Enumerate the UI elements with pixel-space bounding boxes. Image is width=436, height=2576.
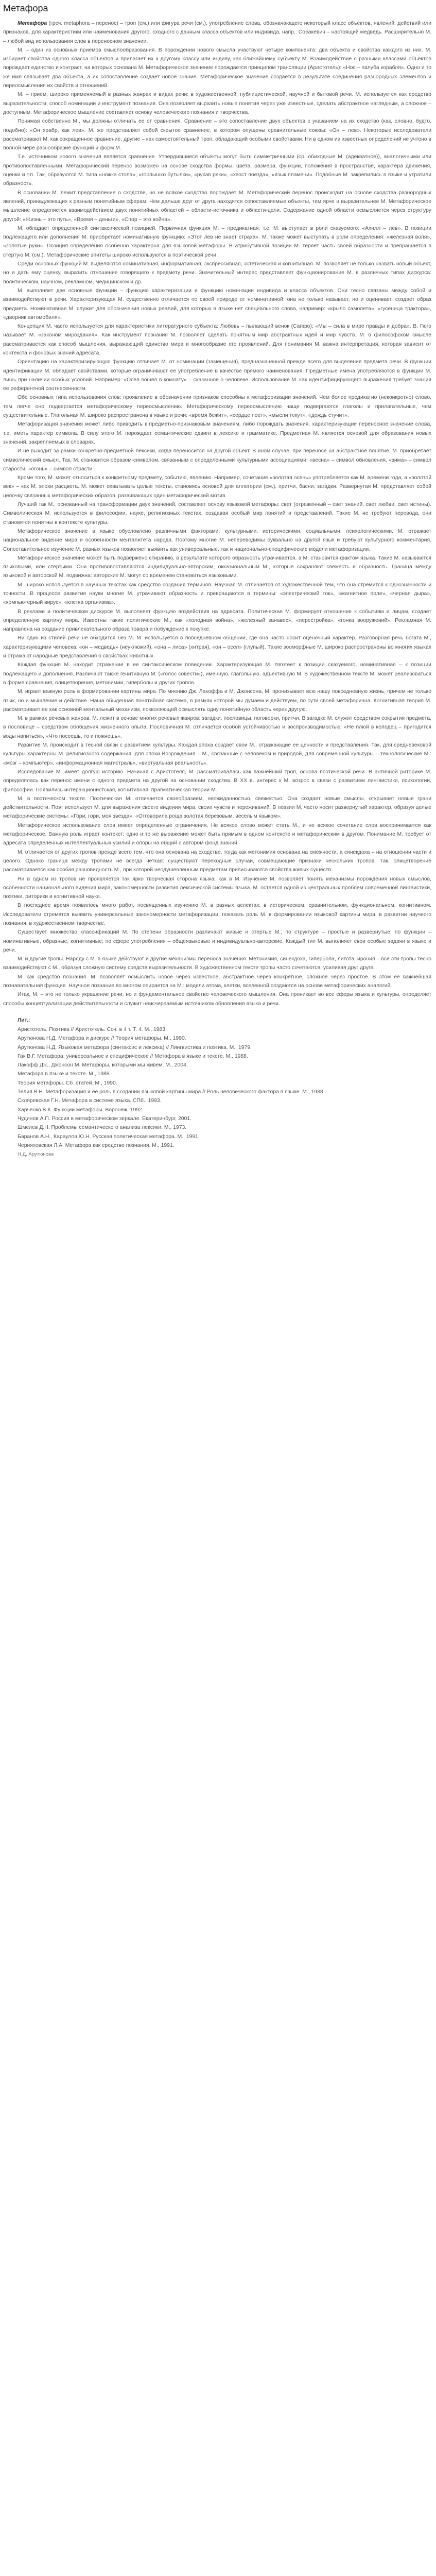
body-paragraph: Ни в одном из тропов не проявляется так ярко творческая сторона языка, как в М. Изучение М. позволяет понять механизмы порождения новых смыслов, особенности национального видения мира, закономерности развития лексической системы языка. М. остается одной из центральных проблем современной лингвистики, поэтики, риторики и когнитивной науки. <box>3 876 431 900</box>
body-paragraph: Понимая собственно М., мы должны отличать ее от сравнения. Сравнение – это сопоставление двух объектов с указанием на их сходство (как, словно, будто, подобно): «Он храбр, как лев». М. же представляет собой скрытое сравнение, в котором опущены сравнительные союзы: «Он – лев». Некоторые исследователи рассматривают М. как сокращенное сравнение, другие – как самостоятельный троп, обладающий особыми свойствами. Ни в одном из известных определений не учтено в полной мере разнообразие функций и форм М. <box>3 118 431 151</box>
reference-item: Лакофф Дж., Джонсон М. Метафоры, которыми мы живем. М., 2004. <box>18 1062 188 1069</box>
body-paragraph: Среди основных функций М. выделяются номинативная, информативная, экспрессивная, эстетическая и когнитивная. М. позволяет не только назвать новый объект, но и дать ему оценку, выразить отношение говорящего к предмету речи. Значительный интерес представляет функционирование М. в различных типах дискурса: политическом, научном, рекламном, медицинском и др. <box>3 261 431 285</box>
body-paragraph: Т.е. источником нового значения является сравнение. Утвердившиеся объекты могут быть симметричными (ср. обиходные М. (адекватное)), аналогичными или противопоставленными. Метафорический перенос возможен на основе сходства формы, цвета, размера, функции, положения в пространстве, характера движения, оценки и т.п. Так, образуются М. типа «ножка стола», «горлышко бутылки», «рукав реки», «хвост поезда», «язык пламени». Подобные М. закрепились в языке и утратили образность. <box>3 154 431 187</box>
article-body <box>3 19 431 1008</box>
reference-item: Баранов А.Н., Караулов Ю.Н. Русская политическая метафора. М., 1991. <box>18 1133 200 1140</box>
page-title: Метафора <box>3 3 48 13</box>
article-page <box>0 0 436 1169</box>
reference-item: Скляревская Г.Н. Метафора в системе языка. СПб., 1993. <box>18 1098 162 1104</box>
body-paragraph: М. и другие тропы. Наряду с М. в языке действуют и другие механизмы переноса значения. Метонимия, синекдоха, гипербола, литота, ирония – все эти тропы тесно взаимодействуют с М., образуя сложную систему средств выразительности. В художественном тексте тропы часто сочетаются, усиливая друг друга. <box>3 956 431 971</box>
body-paragraph: В основании М. лежит представление о сходстве, но не всякое сходство порождает М. Метафорический перенос происходит на основе сходства разнородных явлений, принадлежащих к разным понятийным сферам. Чем дальше друг от друга находятся сопоставляемые объекты, тем ярче и выразительнее М. Метафорическое мышление определяется взаимодействием двух понятийных областей – области-источника и области-цели. Содержание одной области осмысляется через структуру другой: «Жизнь – это путь», «Время – деньги», «Спор – это война». <box>3 190 431 223</box>
body-paragraph: Каждая функция М. находит отражение в ее синтаксическом поведении. Характеризующая М. тяготеет к позиции сказуемого, номинативная – к позиции подлежащего и дополнения. Различают также генитивную М. («голос совести»), именную, глагольную, адъективную М. В художественном тексте М. может реализоваться в форме сравнения, олицетворения, метонимии, гиперболы и других тропов. <box>3 662 431 686</box>
body-paragraph: М. как средство познания. М. позволяет осмыслить новое через известное, абстрактное через конкретное, сложное через простое. В этом ее важнейшая познавательная функция. Научное познание во многом опирается на М.: модели атома, клетки, вселенной создаются на основе метафорических аналогий. <box>3 974 431 989</box>
body-paragraph: Метафорическое значение в языке обусловлено различными факторами: культурными, историческими, социальными, психологическими. М. отражает национальное видение мира и особенности менталитета народа. Поэтому многие М. непереводимы буквально на другой язык и требуют культурного комментария. Сопоставительное изучение М. разных языков позволяет выявить как универсальные, так и национально-специфические модели метафоризации. <box>3 528 431 552</box>
body-paragraph: Итак, М. – это не только украшение речи, но и фундаментальное свойство человеческого мышления. Она проникает во все сферы языка и культуры, определяет способы концептуализации действительности и служит неисчерпаемым источником обновления языка и речи. <box>3 992 431 1007</box>
reference-item: Аристотель. Поэтика // Аристотель. Соч. в 4 т. Т. 4. М., 1983. <box>18 1026 167 1032</box>
body-paragraph: Кроме того, М. может относиться к конкретному предмету, событию, явлению. Например, сочетание «золотая осень» употребляется как М. времени года, а «золотой век» – как М. эпохи расцвета. М. может охватывать целые тексты, становясь основой для аллегории (см.), притчи, басни, загадки. Развернутая М. представляет собой цепочку связанных метафорических образов, развивающих один метафорический мотив. <box>3 475 431 499</box>
body-paragraph: Метафоризация значения может либо приводить к предметно-признаковым значениям, либо порождать значения, характеризующие переносное значение слова, т.е. иметь характер символа. В силу этого М. порождает семантические сдвиги в лексике и грамматике. Предметная М. является основой для образования новых значений, закрепляемых в словарях. <box>3 421 431 445</box>
body-paragraph: В последнее время появилось много работ, посвященных изучению М. в разных аспектах: в историческом, сравнительном, функциональном, когнитивном. Исследователи стремятся выявить универсальные закономерности метафоризации, показать роль М. в формировании языковой картины мира, в развитии научного познания, в художественном творчестве. <box>3 903 431 926</box>
references-title: Лит.: <box>18 1017 30 1023</box>
body-paragraph: Обе основных типа использования слов: проявление в обозначении признаков способны к метафоризации значений. Чем более предикатно (неконкретно) слово, тем легче оно подвергается метафорическому переосмыслению. Метафорическому переосмыслению чаще подвергаются глаголы и прилагательные, чем существительные. Глагольная М. широко распространена в языке и речи: «время бежит», «сердце поет», «мысли текут», «дождь стучит». <box>3 395 431 419</box>
author-signature: Н.Д. Арутюнова <box>18 1151 54 1158</box>
lead-paragraph-text: (греч. metaphora – перенос) – троп (см.) или фигура речи (см.), употребление слова, обозначающего некоторый класс объектов, явлений, действий или признаков, для характеристики или наименования другого, сходного с данным класса объектов или индивида, напр.: Собакевич – настоящий медведь. Расширительно М. – любой вид использования слов в переносном значении. <box>3 21 431 44</box>
reference-item: Гак В.Г. Метафора: универсальное и специфическое // Метафора в языке и тексте. М., 1988. <box>18 1053 248 1059</box>
reference-item: Шмелев Д.Н. Проблемы семантического анализа лексики. М., 1973. <box>18 1125 187 1131</box>
body-paragraph: М. – один из основных приемов смыслообразования. В порождении нового смысла участвуют четыре компонента: два объекта и свойства каждого из них. М. избирает свойства одного класса объектов и прилагает их к другому классу или индиву, как ближайшему субъекту М. Взаимодействие с разными классами объектов порождает единство и контраст, на которых основана М. Метафорическое значение порождается принципом трансляции (Аристотель): «Нос – палуба корабля». Одно и то же имя связывает два объекта, а их сопоставление создает новое знание. Метафорическое значение создается в результате соединения разнородных элементов и переосмысления их свойств и отношений. <box>3 47 431 89</box>
reference-item: Теория метафоры. Сб. статей. М., 1990. <box>18 1080 117 1086</box>
body-paragraph: М. – прием, широко применяемый в разных жанрах и видах речи: в художественной, публицистической, научной и бытовой речи. М. используется как средство выразительности, способ номинации и инструмент познания. Она позволяет выразить новые понятия через уже известные, сделать абстрактное наглядным, а сложное – доступным. Метафорическое мышление составляет основу человеческого познания и творчества. <box>3 92 431 115</box>
body-paragraph: Метафорическое использование слов имеет определенные ограничения. Не всякое слово может стать М., и не всякое сочетание слов воспринимается как метафорическое. Важную роль играет контекст: одно и то же выражение может быть прямым в одном контексте и метафорическим в другом. Понимание М. требует от адресата определенных интеллектуальных усилий и опоры на общий с автором фонд знаний. <box>3 822 431 846</box>
reference-item: Чудинов А.П. Россия в метафорическом зеркале. Екатеринбург, 2001. <box>18 1115 192 1122</box>
reference-item: Черняховская Л.А. Метафора как средство познания. М., 1991. <box>18 1142 175 1148</box>
body-paragraph: Ориентацию на характеризирующую функцию отличает М. от номинации (замещения), предназначенной прежде всего для выделения предмета речи. В функции идентификации М. обладает свойствами, которые ограничивают ее употребление в качестве прямого наименования. Предметные имена употребляются в функции М. лишь при наличии особых условий. Например: «Осел вошел в комнату» – сказанное о человеке. Использование М. как идентифицирующего выражения требует знания ее референтной соотнесенности. <box>3 359 431 392</box>
reference-item: Арутюнова Н.Д. Метафора и дискурс // Теория метафоры. М., 1990. <box>18 1036 186 1042</box>
body-paragraph: М. выполняет две основные функции – функцию характеризации и функцию номинации индивида и класса объектов. Они тесно связаны между собой и взаимодействуют в речи. Характеризующая М. существенно отличается по своей природе от номинативной: она не только называет, но и оценивает, создает образ предмета. Номинативная М. служит для обозначения новых реалий, для которых в языке нет специального слова, например: «крыло самолета», «гусеница трактора», «дворник автомобиля». <box>3 287 431 320</box>
body-paragraph: Лучший так М., основанный на трансформации двух значений, составляет основу языковой метафоры: свет (отраженный – свет знаний, свет любви, свет истины). Символическая М. используется в философии, науке, религиозных текстах, создавая особый мир понятий и представлений. Такие М. не требуют перевода, они становятся понятны в контексте культуры. <box>3 502 431 526</box>
body-paragraph: Концепция М. часто используется для характеристики литературного субъекта: Любовь – пылающий венок (Сапфо); «Мы – сила в мире правды и добра». В. Гюго называет М. «законом мироздания». Как инструмент познания М. позволяет сделать понятным мир абстрактных идей и мир чувств. М. в философском смысле рассматривается как способ мышления, выражающий единство мира и многообразие его проявлений. Для понимания М. важна интерпретация, которая зависит от контекста и фоновых знаний адресата. <box>3 324 431 356</box>
body-paragraph: М. отличается от других тропов прежде всего тем, что она основана на сходстве, тогда как метонимия основана на смежности, а синекдоха – на отношении части и целого. Однако граница между тропами не всегда четкая: существуют переходные случаи, совмещающие признаки нескольких тропов. Так, олицетворение рассматривается как особая разновидность М., при которой неодушевленным предметам приписываются свойства живых существ. <box>3 849 431 873</box>
body-paragraph: М. широко используется в научных текстах как средство создания терминов. Научная М. отличается от художественной тем, что она стремится к однозначности и точности. В процессе развития науки многие М. утрачивают образность и превращаются в термины: «электрический ток», «магнитное поле», «черная дыра», «компьютерный вирус», «клетка организма». <box>3 582 431 606</box>
body-paragraph: М. играет важную роль в формировании картины мира. По мнению Дж. Лакоффа и М. Джонсона, М. пронизывает всю нашу повседневную жизнь, причем не только язык, но и мышление и действие. Наша обыденная понятийная система, в рамках которой мы думаем и действуем, по сути своей метафорична. Когнитивная теория М. рассматривает ее как основной ментальный механизм, позволяющий осмыслять одну понятийную область через другую. <box>3 689 431 713</box>
reference-item: Харченко В.К. Функции метафоры. Воронеж, 1992. <box>18 1107 144 1113</box>
term-heading: Метафора <box>18 21 47 26</box>
body-paragraph: И не выходит за рамки конкретно-предметной лексики, когда переносится на другой объект. В ином случае, при переносе на абстрактное понятие, М. приобретает символический смысл. Так, М. становится образом-символом, связанным с определенными культурными ассоциациями: «весна» – символ обновления, «зима» – символ старости, «огонь» – символ страсти. <box>3 448 431 472</box>
body-paragraph: М. обладает определенной синтаксической позицией. Первичная функция М. – предикатная, т.е. М. выступает в роли сказуемого: «Ахилл – лев». В позиции подлежащего или дополнения М. приобретает номинативную функцию: «Этот лев не знает страха». М. также может выступать в роли определения: «железная воля», «золотые руки». Позиция определения особенно характерна для языковой метафоры. В атрибутивной позиции М. теряет часть своей образности и превращается в стертую М. (см.). Метафорические эпитеты широко используются в поэтической речи. <box>3 225 431 258</box>
body-paragraph: Ни один из стилей речи не обходится без М. М. используется в повседневном общении, где она часто носит оценочный характер. Разговорная речь богата М., характеризующими человека: «он – медведь» (неуклюжий), «она – лиса» (хитрая), «он – осел» (глупый). Такие зооморфные М. широко распространены во многих языках и отражают народные представления о свойствах животных. <box>3 635 431 659</box>
body-paragraph: Развитие М. происходит в тесной связи с развитием культуры. Каждая эпоха создает свои М., отражающие ее ценности и представления. Так, для средневековой культуры характерны М. религиозного содержания, для эпохи Возрождения – М., связанные с человеком и природой, для современной культуры – технологические М.: «мозг – компьютер», «информационная магистраль», «виртуальная реальность». <box>3 742 431 766</box>
body-paragraph: Существует множество классификаций М. По степени образности различают живые и стертые М.; по структуре – простые и развернутые; по функции – номинативные, образные, когнитивные; по сфере употребления – общеязыковые и индивидуально-авторские. Каждый тип М. выполняет свои особые задачи в языке и речи. <box>3 929 431 953</box>
paragraph-list <box>3 46 431 1008</box>
lead-paragraph <box>3 19 431 46</box>
body-paragraph: В рекламе и политическом дискурсе М. выполняет функцию воздействия на адресата. Политическая М. формирует отношение к событиям и лицам, создает определенную картину мира. Известны такие политические М., как «холодная война», «железный занавес», «перестройка», «гонка вооружений». Рекламная М. направлена на создание привлекательного образа товара и побуждение к покупке. <box>3 608 431 633</box>
body-paragraph: М. в поэтическом тексте. Поэтическая М. отличается своеобразием, неожиданностью, свежестью. Она создает новые смыслы, открывает новые грани действительности. Поэт использует М. для выражения своего видения мира, своих чувств и переживаний. В поэзии М. часто носит развернутый характер, образуя целые метафорические системы: «Гори, гори, моя звезда», «Отговорила роща золотая березовым, веселым языком». <box>3 795 431 820</box>
references-list <box>3 1025 431 1150</box>
reference-item: Арутюнова Н.Д. Языковая метафора (синтаксис и лексика) // Лингвистика и поэтика. М., 1979. <box>18 1044 252 1050</box>
body-paragraph: Метафорическое значение может быть подвержено стиранию, в результате которого образность утрачивается, а М. становится фактом языка. Такие М. называются языковыми, или стертыми. Они противопоставляются индивидуально-авторским, окказиональным М., которые сохраняют свежесть и образность. Граница между языковой и авторской М. подвижна: авторские М. могут со временем становиться языковыми. <box>3 555 431 579</box>
reference-item: Метафора в языке и тексте. М., 1988. <box>18 1071 111 1077</box>
body-paragraph: М. в рамках речевых жанров. М. лежит в основе многих речевых жанров: загадки, пословицы, поговорки, притчи. В загадке М. служит средством сокрытия предмета, в пословице – средством обобщения жизненного опыта. Пословичная М. отличается особой устойчивостью и воспроизводимостью: «Не плюй в колодец – пригодится воды напиться», «Что посеешь, то и пожнешь». <box>3 716 431 739</box>
reference-item: Телия В.Н. Метафоризация и ее роль в создании языковой картины мира // Роль человеческого фактора в языке. М., 1988. <box>18 1089 325 1095</box>
body-paragraph: Исследование М. имеет долгую историю. Начиная с Аристотеля, М. рассматривалась как важнейший троп, основа поэтической речи. В античной риторике М. определялась как перенос имени с одного предмета на другой на основании сходства. В XX в. интерес к М. возрос в связи с развитием лингвистики, психологии, философии. Появились интеракционистская, когнитивная, прагматическая теории М. <box>3 769 431 793</box>
